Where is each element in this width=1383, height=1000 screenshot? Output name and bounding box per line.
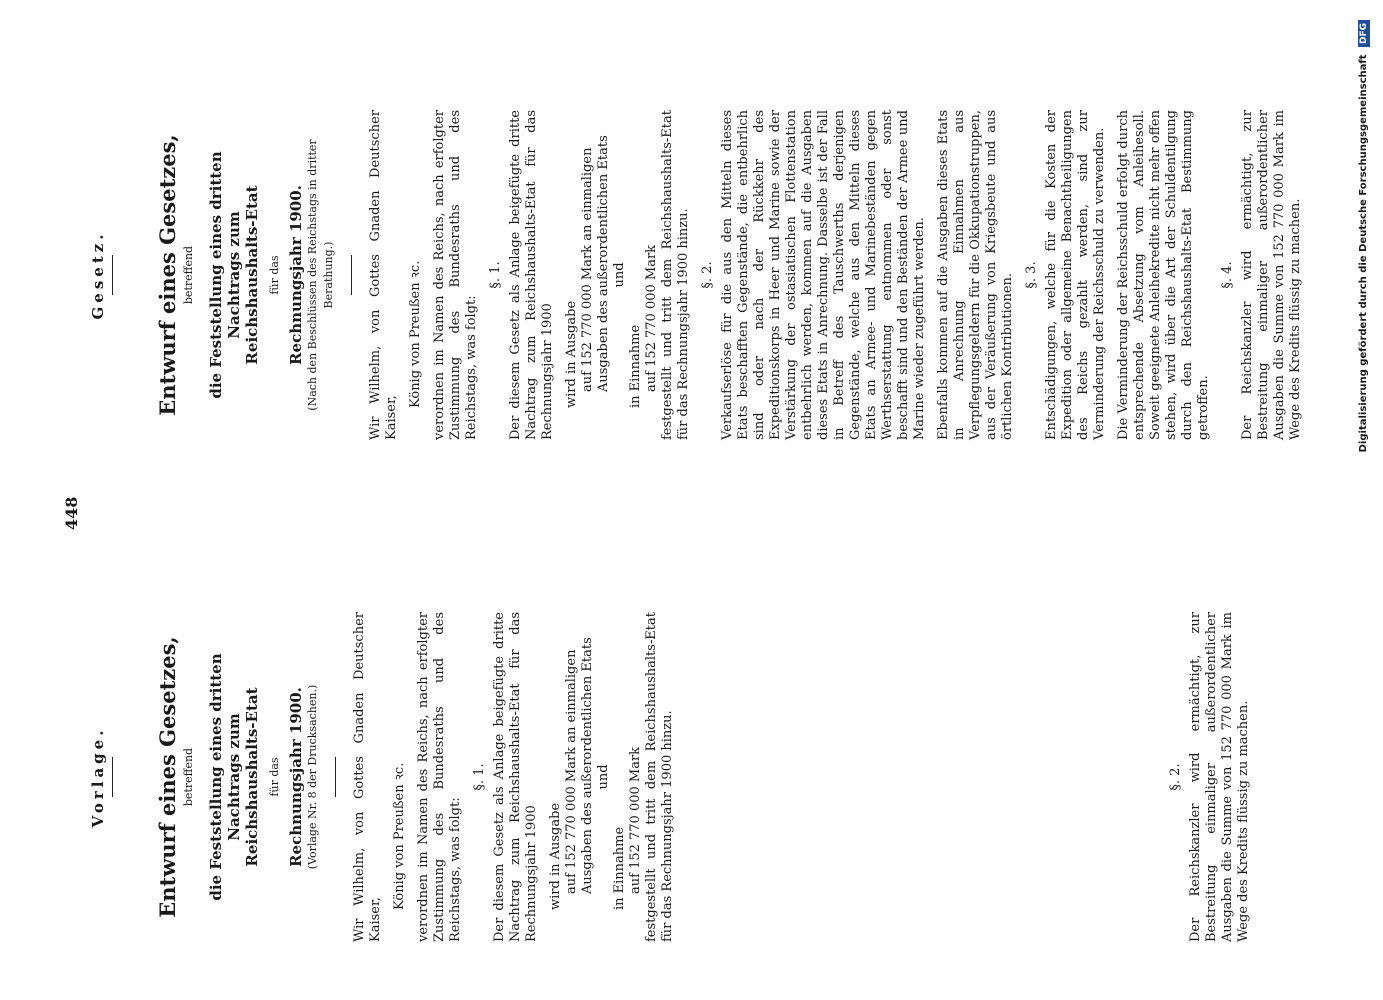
left-header: Vorlage. [89, 726, 107, 828]
right-s3-p1: Entschädigungen, welche für die Kosten der Expedition oder allgemeine Benachtheiligungen des Reichs gezahlt werden, sind zur Verminderung der Reichsschuld zu verwenden. [1044, 110, 1107, 440]
left-s1-f: festgestellt und tritt dem Reichshaushalts-Etat für das Rechnungsjahr 1900 hinzu. [644, 612, 675, 942]
right-s1-a: wird in Ausgabe [564, 300, 579, 408]
dfg-footer-note [1358, 20, 1370, 980]
right-s1-e: auf 152 770 000 Mark [644, 244, 659, 392]
left-betreffend: betreffend [182, 747, 195, 807]
left-column-vorlage [90, 612, 684, 942]
left-note: (Vorlage Nr. 8 der Drucksachen.) [306, 684, 319, 870]
right-title: Entwurf eines Gesetzes, [155, 134, 180, 416]
left-year: Rechnungsjahr 1900. [287, 687, 305, 867]
right-header: Gesetz. [89, 230, 107, 320]
right-s4-title: §. 4. [1220, 261, 1235, 289]
right-header-rule [112, 255, 113, 295]
left-s2-text: Der Reichskanzler wird ermächtigt, zur Bestreitung einmaliger außerordentlicher Ausgaben die Summe von 152 770 000 Mark im Wege des Kredits flüssig zu machen. [1188, 612, 1251, 942]
right-year: Rechnungsjahr 1900. [287, 185, 305, 365]
right-rule-2 [351, 255, 352, 295]
right-s1-b: auf 152 770 000 Mark an einmaligen Ausgaben des außerordentlichen Etats [580, 135, 611, 392]
left-s1-e: auf 152 770 000 Mark [628, 746, 643, 894]
right-s4-text: Der Reichskanzler wird ermächtigt, zur Bestreitung einmaliger außerordentlicher Ausgaben die Summe von 152 770 000 Mark im Wege des Kredits flüssig zu machen. [1240, 110, 1303, 440]
right-s1-c: und [612, 262, 627, 288]
left-intro-1: Wir Wilhelm, von Gottes Gnaden Deutscher Kaiser, [352, 612, 383, 942]
right-fuer-das: für das [268, 255, 281, 295]
right-s3-title: §. 3. [1024, 261, 1039, 289]
left-subject-1: die Feststellung eines dritten Nachtrags zum [207, 653, 243, 901]
right-s1-text: Der diesem Gesetz als Anlage beigefügte dritte Nachtrag zum Reichshaushalts-Etat für das Rechnungsjahr 1900 [508, 110, 555, 440]
left-s1-b: auf 152 770 000 Mark an einmaligen Ausgaben des außerordentlichen Etats [564, 637, 595, 894]
right-intro-3: verordnen im Namen des Reichs, nach erfolgter Zustimmung des Bundesraths und des Reichstags, was folgt: [432, 110, 479, 440]
right-intro-1: Wir Wilhelm, von Gottes Gnaden Deutscher Kaiser, [368, 110, 399, 440]
right-subject-2: Reichshaushalts-Etat [243, 185, 261, 365]
left-subject-2: Reichshaushalts-Etat [243, 687, 261, 867]
right-s3-p2: Die Verminderung der Reichsschuld erfolgt durch entsprechende Absetzung vom Anleihesoll. Soweit geeignete Anleihekredite nicht mehr offen stehen, wird über die Art der Schuldentilgung durch den Reichshaushalts-Etat Bestimmung getroffen. [1116, 110, 1211, 440]
left-s1-c: und [596, 764, 611, 790]
left-s1-a: wird in Ausgabe [548, 802, 563, 910]
right-note: (Nach den Beschlüssen des Reichstags in dritter Berathung.) [306, 139, 335, 411]
right-s2-title: §. 2. [700, 261, 715, 289]
dfg-logo: DFG [1358, 20, 1370, 47]
left-s2-block [1160, 612, 1260, 942]
right-s2-p2: Ebenfalls kommen auf die Ausgaben dieses Etats in Anrechnung Einnahmen aus Verpflegungsgeldern für die Okkupationstruppen, aus der Veräußerung von Kriegsbeute und aus örtlichen Kontributionen. [936, 110, 1015, 440]
right-subject-1: die Feststellung eines dritten Nachtrags zum [207, 151, 243, 399]
left-s1-d: in Einnahme [612, 826, 627, 910]
left-rule-2 [335, 757, 336, 797]
left-title: Entwurf eines Gesetzes, [155, 636, 180, 918]
right-s1-title: §. 1. [488, 261, 503, 289]
right-s2-p1: Verkaufserlöse für die aus den Mitteln dieses Etats beschafften Gegenstände, die entbehrlich sind oder nach der Rückkehr des Expeditionskorps in Heer und Marine sowie der Verstärkung der ostasiatischen Flottenstation entbehrlich werden, kommen auf die Ausgaben dieses Etats in Anrechnung. Dasselbe ist der Fall in Betreff des Tauschwerths derjenigen Gegenstände, welche aus den Mitteln dieses Etats an Armee- und Marinebeständen gegen Werthserstattung entnommen oder sonst beschafft sind und den Beständen der Armee und Marine wieder zugeführt werden. [720, 110, 927, 440]
right-betreffend: betreffend [182, 245, 195, 305]
left-s1-title: §. 1. [472, 763, 487, 791]
right-s1-d: in Einnahme [628, 324, 643, 408]
left-intro-2: König von Preußen ꝛc. [392, 762, 407, 910]
right-column-gesetz [90, 110, 1312, 440]
left-s1-text: Der diesem Gesetz als Anlage beigefügte dritte Nachtrag zum Reichshaushalts-Etat für das Rechnungsjahr 1900 [492, 612, 539, 942]
left-header-rule [112, 757, 113, 797]
left-s2-title: §. 2. [1168, 763, 1183, 791]
left-intro-3: verordnen im Namen des Reichs, nach erfolgter Zustimmung des Bundesraths und des Reichstags, was folgt: [416, 612, 463, 942]
right-intro-2: König von Preußen ꝛc. [408, 260, 423, 408]
page-number: 448 [62, 496, 81, 530]
dfg-footer-text: Digitalisierung gefördert durch die Deutsche Forschungsgemeinschaft [1358, 54, 1369, 453]
left-fuer-das: für das [268, 757, 281, 797]
right-s1-f: festgestellt und tritt dem Reichshaushalts-Etat für das Rechnungsjahr 1900 hinzu. [660, 110, 691, 440]
